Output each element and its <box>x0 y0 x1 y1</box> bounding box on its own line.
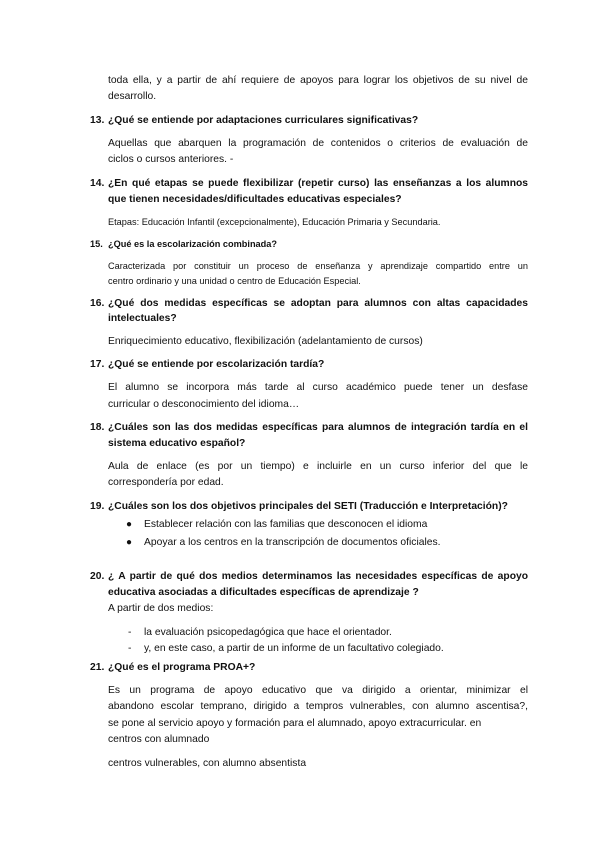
answer-21-line-4: centros con alumnado <box>108 734 210 745</box>
answer-15-line-1: Caracterizada por constituir un proceso de enseñanza y aprendizaje compartido entre un <box>108 261 528 271</box>
question-20-number: 20. <box>90 571 105 582</box>
question-18-line-1: ¿Cuáles son las dos medidas específicas para alumnos de integración tardía en el <box>108 422 528 433</box>
intro-line-1: toda ella, y a partir de ahí requiere de apoyos para lograr los objetivos de su nivel de <box>108 75 528 86</box>
question-17-number: 17. <box>90 359 105 370</box>
answer-13-line-2: ciclos o cursos anteriores. - <box>108 154 234 165</box>
answer-17-line-1: El alumno se incorpora más tarde al curso académico puede tener un desfase <box>108 382 528 393</box>
answer-21-line-1: Es un programa de apoyo educativo que va dirigido a orientar, minimizar el <box>108 685 528 696</box>
question-16-line-2: intelectuales? <box>108 313 177 324</box>
outro-line: centros vulnerables, con alumno absentista <box>108 758 307 769</box>
bullet-item-2: Apoyar a los centros en la transcripción de documentos oficiales. <box>144 537 441 548</box>
question-16-number: 16. <box>90 298 105 309</box>
bullet-item-1: Establecer relación con las familias que desconocen el idioma <box>144 519 428 530</box>
answer-14-line-1: Etapas: Educación Infantil (excepcionalmente), Educación Primaria y Secundaria. <box>108 217 441 227</box>
dash-item-2: y, en este caso, a partir de un informe de un facultativo colegiado. <box>144 643 444 654</box>
intro-line-2: desarrollo. <box>108 91 157 102</box>
answer-21-line-2: abandono escolar temprano, dirigido a tempros vulnerables, con alumno ascentisa?, <box>108 701 528 712</box>
question-18-number: 18. <box>90 422 105 433</box>
question-14-line-1: ¿En qué etapas se puede flexibilizar (repetir curso) las enseñanzas a los alumnos <box>108 178 528 189</box>
question-20-line-1: ¿ A partir de qué dos medios determinamos las necesidades específicas de apoyo <box>108 571 528 582</box>
dash-marker: - <box>128 627 132 638</box>
answer-17-line-2: curricular o desconocimiento del idioma… <box>108 399 300 410</box>
answer-16-line-1: Enriquecimiento educativo, flexibilización (adelantamiento de cursos) <box>108 336 423 347</box>
question-19-text: ¿Cuáles son los dos objetivos principales del SETI (Traducción e Interpretación)? <box>108 501 508 512</box>
question-15-number: 15. <box>90 239 103 249</box>
bullet-icon: ● <box>126 519 133 530</box>
question-13-number: 13. <box>90 115 105 126</box>
question-19-number: 19. <box>90 501 105 512</box>
answer-15-line-2: centro ordinario y una unidad o centro de Educación Especial. <box>108 276 361 286</box>
question-14-line-2: que tienen necesidades/dificultades educativas especiales? <box>108 194 402 205</box>
question-14-number: 14. <box>90 178 105 189</box>
question-17-text: ¿Qué se entiende por escolarización tardía? <box>108 359 325 370</box>
question-13-text: ¿Qué se entiende por adaptaciones curriculares significativas? <box>108 115 419 126</box>
answer-21-line-3: se pone al servicio apoyo y formación para el alumnado, apoyo extracurricular. en <box>108 718 482 729</box>
question-15-text: ¿Qué es la escolarización combinada? <box>108 239 278 249</box>
answer-18-line-2: correspondería por edad. <box>108 477 224 488</box>
question-16-line-1: ¿Qué dos medidas específicas se adoptan para alumnos con altas capacidades <box>108 298 528 309</box>
question-18-line-2: sistema educativo español? <box>108 438 246 449</box>
answer-20-lead: A partir de dos medios: <box>108 603 214 614</box>
question-20-line-2: educativa asociadas a dificultades específicas de aprendizaje ? <box>108 587 419 598</box>
answer-18-line-1: Aula de enlace (es por un tiempo) e incluirle en un curso inferior del que le <box>108 461 528 472</box>
question-21-text: ¿Qué es el programa PROA+? <box>108 662 256 673</box>
answer-13-line-1: Aquellas que abarquen la programación de contenidos o criterios de evaluación de <box>108 138 528 149</box>
bullet-icon: ● <box>126 537 133 548</box>
dash-item-1: la evaluación psicopedagógica que hace el orientador. <box>144 627 392 638</box>
dash-marker: - <box>128 643 132 654</box>
question-21-number: 21. <box>90 662 105 673</box>
